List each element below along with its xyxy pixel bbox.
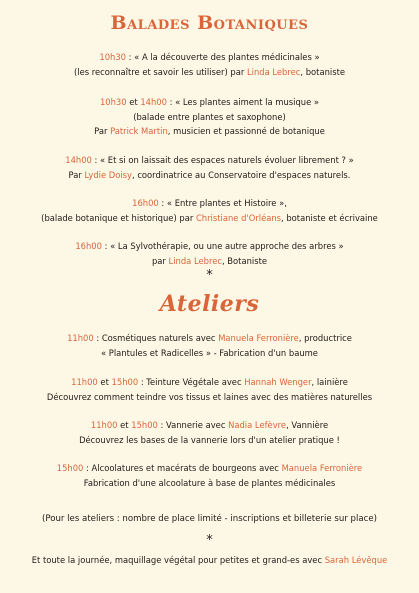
balade-item [0, 95, 419, 139]
balade-title-line: 10h30 et 14h00 : « Les plantes aiment la musique » [99, 97, 320, 107]
balade-person: Lydie Doisy [84, 169, 132, 180]
asterisk-separator: * [206, 268, 213, 283]
balade-title-line: 16h00 : « La Sylvothérapie, ou une autre approche des arbres » [75, 241, 344, 251]
atelier-description: Découvrez les bases de la vannerie lors d'un atelier pratique ! [79, 434, 340, 445]
balade-time: 14h00 [65, 155, 92, 165]
balade-time: 10h30 [99, 52, 126, 62]
balade-item [0, 196, 419, 225]
ateliers-note: (Pour les ateliers : nombre de place limité - inscriptions et billeterie sur place) [41, 514, 378, 524]
balade-title: « La Sylvothérapie, ou une autre approche des arbres » [110, 241, 344, 251]
atelier-time: 15h00 [111, 377, 139, 387]
atelier-time: 15h00 [56, 463, 84, 473]
balade-details: Par Lydie Doisy, coordinatrice au Conservatoire d'espaces naturels. [68, 169, 351, 180]
balade-time: 16h00 [132, 198, 159, 208]
balade-title-line: 16h00 : « Entre plantes et Histoire », [132, 198, 287, 208]
balade-item [0, 239, 419, 268]
balade-details: par Linda Lebrec, Botaniste [151, 255, 268, 266]
atelier-person: Hannah Wenger [244, 377, 312, 387]
footer-text: Et toute la journée, maquillage végétal pour petites et grand-es avec [31, 555, 325, 565]
balade-title: « Et si on laissait des espaces naturels évoluer librement ? » [100, 155, 354, 165]
atelier-item [0, 461, 419, 490]
balade-item [0, 153, 419, 182]
atelier-description: « Plantules et Radicelles » - Fabrication d'un baume [101, 347, 318, 358]
footer-person: Sarah Lévêque [324, 555, 388, 565]
balade-person: Christiane d'Orléans [195, 212, 282, 223]
atelier-item [0, 331, 419, 360]
balade-time: 16h00 [75, 241, 102, 251]
atelier-time: 11h00 [71, 377, 98, 387]
atelier-description: Fabrication d'une alcoolature à base de plantes médicinales [83, 477, 336, 488]
atelier-title-line: 11h00 : Cosmétiques naturels avec Manuela Ferronière, productrice [67, 333, 352, 343]
atelier-person: Manuela Ferronière [218, 333, 299, 343]
balade-time: 10h30 [99, 97, 127, 107]
balade-details: (balade botanique et historique) par Christiane d'Orléans, botaniste et écrivaine [41, 212, 378, 223]
atelier-time: 11h00 [90, 420, 118, 430]
balade-title-line: 14h00 : « Et si on laissait des espaces naturels évoluer librement ? » [65, 155, 354, 165]
balade-person: Patrick Martin [110, 126, 168, 136]
balade-person: Linda Lebrec [168, 255, 222, 266]
balade-person: Linda Lebrec [246, 66, 301, 77]
atelier-description: Découvrez comment teindre vos tissus et laines avec des matières naturelles [46, 391, 373, 402]
balade-title-line: 10h30 : « A la découverte des plantes médicinales » [99, 52, 320, 62]
atelier-person: Manuela Ferronière [281, 463, 363, 473]
balade-title: « A la découverte des plantes médicinales » [134, 52, 320, 62]
balade-time: 14h00 [140, 97, 167, 107]
asterisk-separator: * [206, 533, 213, 548]
atelier-title-line: 11h00 et 15h00 : Teinture Végétale avec Hannah Wenger, lainière [71, 377, 348, 387]
balades-title: Balades Botaniques [110, 12, 309, 34]
atelier-time: 15h00 [131, 420, 158, 430]
balade-title: « Les plantes aiment la musique » [175, 97, 320, 107]
atelier-item [0, 375, 419, 404]
balade-details: (les reconnaître et savoir les utiliser) par Linda Lebrec, botaniste [73, 66, 346, 77]
balade-item [0, 50, 419, 79]
balade-subtitle: (balade entre plantes et saxophone) [133, 111, 286, 122]
atelier-title-line: 15h00 : Alcoolatures et macérats de bourgeons avec Manuela Ferronière [56, 463, 363, 473]
atelier-title-line: 11h00 et 15h00 : Vannerie avec Nadia Lefèvre, Vannière [90, 420, 329, 430]
atelier-item [0, 418, 419, 447]
atelier-person: Nadia Lefèvre [228, 420, 287, 430]
footer-line [0, 553, 419, 568]
balade-details: Par Patrick Martin, musicien et passionné de botanique [94, 126, 325, 136]
ateliers-title: Ateliers [159, 291, 260, 317]
atelier-time: 11h00 [67, 333, 94, 343]
balade-title: « Entre plantes et Histoire », [166, 198, 287, 208]
